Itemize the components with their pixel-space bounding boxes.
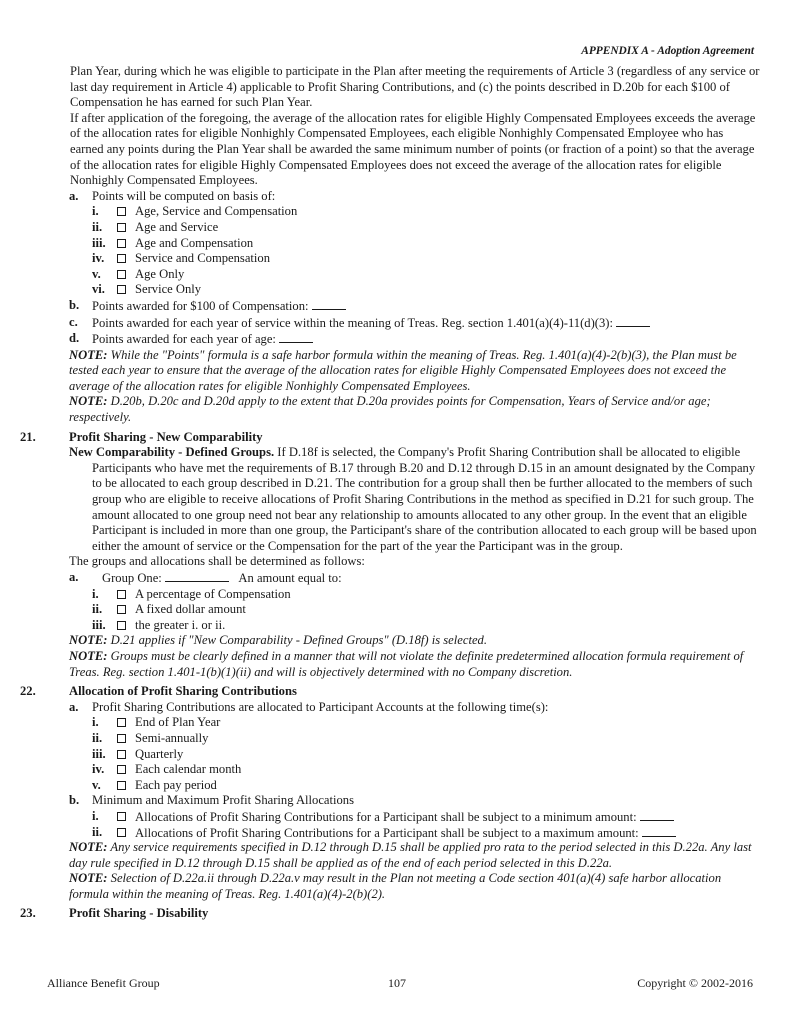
option-21a-iii[interactable] [47,618,760,634]
option-number: i. [92,808,99,823]
option-22a-iv[interactable] [47,762,760,778]
item-20d [47,331,760,348]
item-text: Points awarded for $100 of Compensation: [92,298,309,313]
item-20a [47,189,760,205]
section-title: Profit Sharing - New Comparability [69,429,263,444]
option-number: ii. [92,219,103,234]
option-number: v. [92,777,101,792]
option-label: Semi-annually [135,730,209,745]
option-number: v. [92,266,101,281]
option-22a-ii[interactable] [47,731,760,747]
option-20a-v[interactable] [47,267,760,283]
footer-company: Alliance Benefit Group [47,976,160,990]
note-21-1: NOTE: D.21 applies if "New Comparability - Defined Groups" (D.18f) is selected. [69,633,487,648]
note-22-1: NOTE: Any service requirements specified in D.12 through D.15 shall be applied pro rata to the period selected in this D.22a. Any last day rule specified in D.12 through D.15 shall be applied as of the end of each period selected in this D.22a. [69,840,752,870]
item-text: Points awarded for each year of age: [92,332,276,347]
blank-field[interactable] [616,315,650,327]
lead-in: New Comparability - Defined Groups. [69,445,275,460]
item-20c [47,315,760,332]
checkbox[interactable] [117,718,126,727]
option-label: Allocations of Profit Sharing Contributions for a Participant shall be subject to a minimum amount: [135,809,637,824]
section-21-body: New Comparability - Defined Groups. If D.18f is selected, the Company's Profit Sharing Contribution shall be allocated to eligible Participants who have met the requirements of B.17 through B.20 and D.12 through D.15 in an amount designated by the Company to be allocated to each group described in D.21. The contribution for a group shall then be further allocated to the members of such group who are eligible to receive allocations of Profit Sharing Contributions in the method as specified in D.21 for such group. The amount allocated to one group need not bear any relationship to amounts allocated to any other group. In the event that an eligible Participant is included in more than one group, the Participant's share of the contribution allocated to each group will be based upon either the amount of service or the Compensation for the part of the year the Participant was in the group. [69,445,757,553]
section-23-heading [20,906,760,922]
minimum-amount-blank[interactable] [640,809,674,821]
option-label: Service and Compensation [135,251,271,266]
groups-intro: The groups and allocations shall be determined as follows: [69,554,365,569]
option-number: i. [92,204,99,219]
blank-field[interactable] [312,298,346,310]
option-number: ii. [92,602,103,617]
checkbox[interactable] [117,765,126,774]
item-text: Profit Sharing Contributions are allocated to Participant Accounts at the following time(s): [92,699,549,714]
option-label: Service Only [135,282,202,297]
item-text: Minimum and Maximum Profit Sharing Allocations [92,793,355,808]
option-number: ii. [92,824,103,839]
checkbox[interactable] [117,270,126,279]
option-label: the greater i. or ii. [135,617,226,632]
option-20a-vi[interactable] [47,282,760,298]
option-22b-i[interactable] [47,809,760,825]
option-22b-ii[interactable] [47,825,760,841]
option-22a-v[interactable] [47,778,760,794]
intro-paragraph-2: If after application of the foregoing, the average of the allocation rates for eligible Highly Compensated Employees exceeds the average of the allocation rates for eligible Nonhighly Compensated Employees, each eligible Nonhighly Compensated Employee who has earned any points during the Plan Year shall be awarded the same minimum number of points (or fraction of a point) so that the average of the allocation rates for eligible Highly Compensated Employees does not exceed the average of the allocation rates for eligible Nonhighly Compensated Employees. [70,110,756,188]
option-number: ii. [92,730,103,745]
option-label: Quarterly [135,746,184,761]
item-text: Points will be computed on basis of: [92,188,276,203]
option-label: Each calendar month [135,762,242,777]
options-22b [47,809,760,840]
item-label: a. [69,570,79,584]
section-22-heading [20,684,760,700]
option-20a-iv[interactable] [47,251,760,267]
checkbox[interactable] [117,812,126,821]
intro-paragraph-1: Plan Year, during which he was eligible to participate in the Plan after meeting the requirements of Article 3 (regardless of any service or last day requirement in Article 4) applicable to Profit Sharing Contributions, and (c) the points described in D.20b for each $100 of Compensation he has earned for such Plan Year. [70,64,760,110]
section-title: Allocation of Profit Sharing Contributions [69,684,297,699]
option-label: Age Only [135,266,185,281]
option-label: A fixed dollar amount [135,602,246,617]
item-20b [47,298,760,315]
checkbox[interactable] [117,239,126,248]
checkbox[interactable] [117,781,126,790]
item-21a [47,570,760,587]
section-number: 21. [20,429,36,444]
section-number: 23. [20,906,36,921]
item-label: c. [69,314,78,329]
option-number: iii. [92,746,106,761]
option-number: i. [92,586,99,601]
option-20a-ii[interactable] [47,220,760,236]
checkbox[interactable] [117,285,126,294]
page-header: APPENDIX A - Adoption Agreement [581,45,754,57]
note-20-1: NOTE: While the "Points" formula is a safe harbor formula within the meaning of Treas. Reg. 1.401(a)(4)-2(b)(3), the Plan must be tested each year to ensure that the average of the allocation rates for eligible Highly Compensated Employees does not exceed the average of the allocation rates for eligible Nonhighly Compensated Employees. [69,347,737,393]
footer-copyright: Copyright © 2002-2016 [637,976,753,990]
blank-field[interactable] [279,331,313,343]
section-21-heading [20,429,760,446]
checkbox[interactable] [117,254,126,263]
group-one-blank[interactable] [165,570,229,582]
checkbox[interactable] [117,828,126,837]
option-number: iv. [92,762,105,777]
item-22b [47,793,760,809]
option-22a-iii[interactable] [47,747,760,763]
option-label: Allocations of Profit Sharing Contributions for a Participant shall be subject to a maximum amount: [135,825,639,840]
note-21-2: NOTE: Groups must be clearly defined in a manner that will not violate the definite predetermined allocation formula requirement of Treas. Reg. section 1.401-1(b)(1)(ii) and will is objectively determined with no Company discretion. [69,648,744,679]
item-label: a. [69,699,79,714]
option-22a-i[interactable] [47,715,760,731]
page-number: 107 [388,976,406,990]
checkbox[interactable] [117,223,126,232]
item-text: An amount equal to: [238,571,342,585]
option-20a-iii[interactable] [47,236,760,252]
item-text: Points awarded for each year of service within the meaning of Treas. Reg. section 1.401(a)(4)-11(d)(3): [92,315,613,330]
checkbox[interactable] [117,734,126,743]
checkbox[interactable] [117,590,126,599]
option-21a-ii[interactable] [47,602,760,618]
item-label: d. [69,331,80,346]
options-21a [47,587,760,634]
checkbox[interactable] [117,207,126,216]
option-number: i. [92,715,99,730]
item-label: a. [69,188,79,203]
option-label: Age, Service and Compensation [135,204,298,219]
item-22a [47,700,760,716]
option-label: End of Plan Year [135,715,221,730]
options-20a [47,204,760,298]
item-label: b. [69,297,80,312]
option-number: iii. [92,617,106,632]
document-body [20,64,760,922]
item-text: Group One: [102,571,162,585]
option-21a-i[interactable] [47,587,760,603]
checkbox[interactable] [117,605,126,614]
option-20a-i[interactable] [47,204,760,220]
section-number: 22. [20,684,36,699]
note-22-2: NOTE: Selection of D.22a.ii through D.22a.v may result in the Plan not meeting a Code section 401(a)(4) safe harbor allocation formula within the meaning of Treas. Reg. 1.401(a)(4)-2(b)(2). [69,871,722,901]
maximum-amount-blank[interactable] [642,825,676,837]
checkbox[interactable] [117,750,126,759]
item-label: b. [69,793,80,808]
option-label: Each pay period [135,777,217,792]
option-label: Age and Compensation [135,235,254,250]
checkbox[interactable] [117,621,126,630]
section-title: Profit Sharing - Disability [69,906,209,921]
option-label: Age and Service [135,219,219,234]
note-20-2: NOTE: D.20b, D.20c and D.20d apply to the extent that D.20a provides points for Compensation, Years of Service and/or age; respectively. [69,394,711,425]
options-22a [47,715,760,793]
option-number: iii. [92,235,106,250]
option-number: vi. [92,282,105,297]
option-number: iv. [92,251,105,266]
option-label: A percentage of Compensation [135,586,291,601]
